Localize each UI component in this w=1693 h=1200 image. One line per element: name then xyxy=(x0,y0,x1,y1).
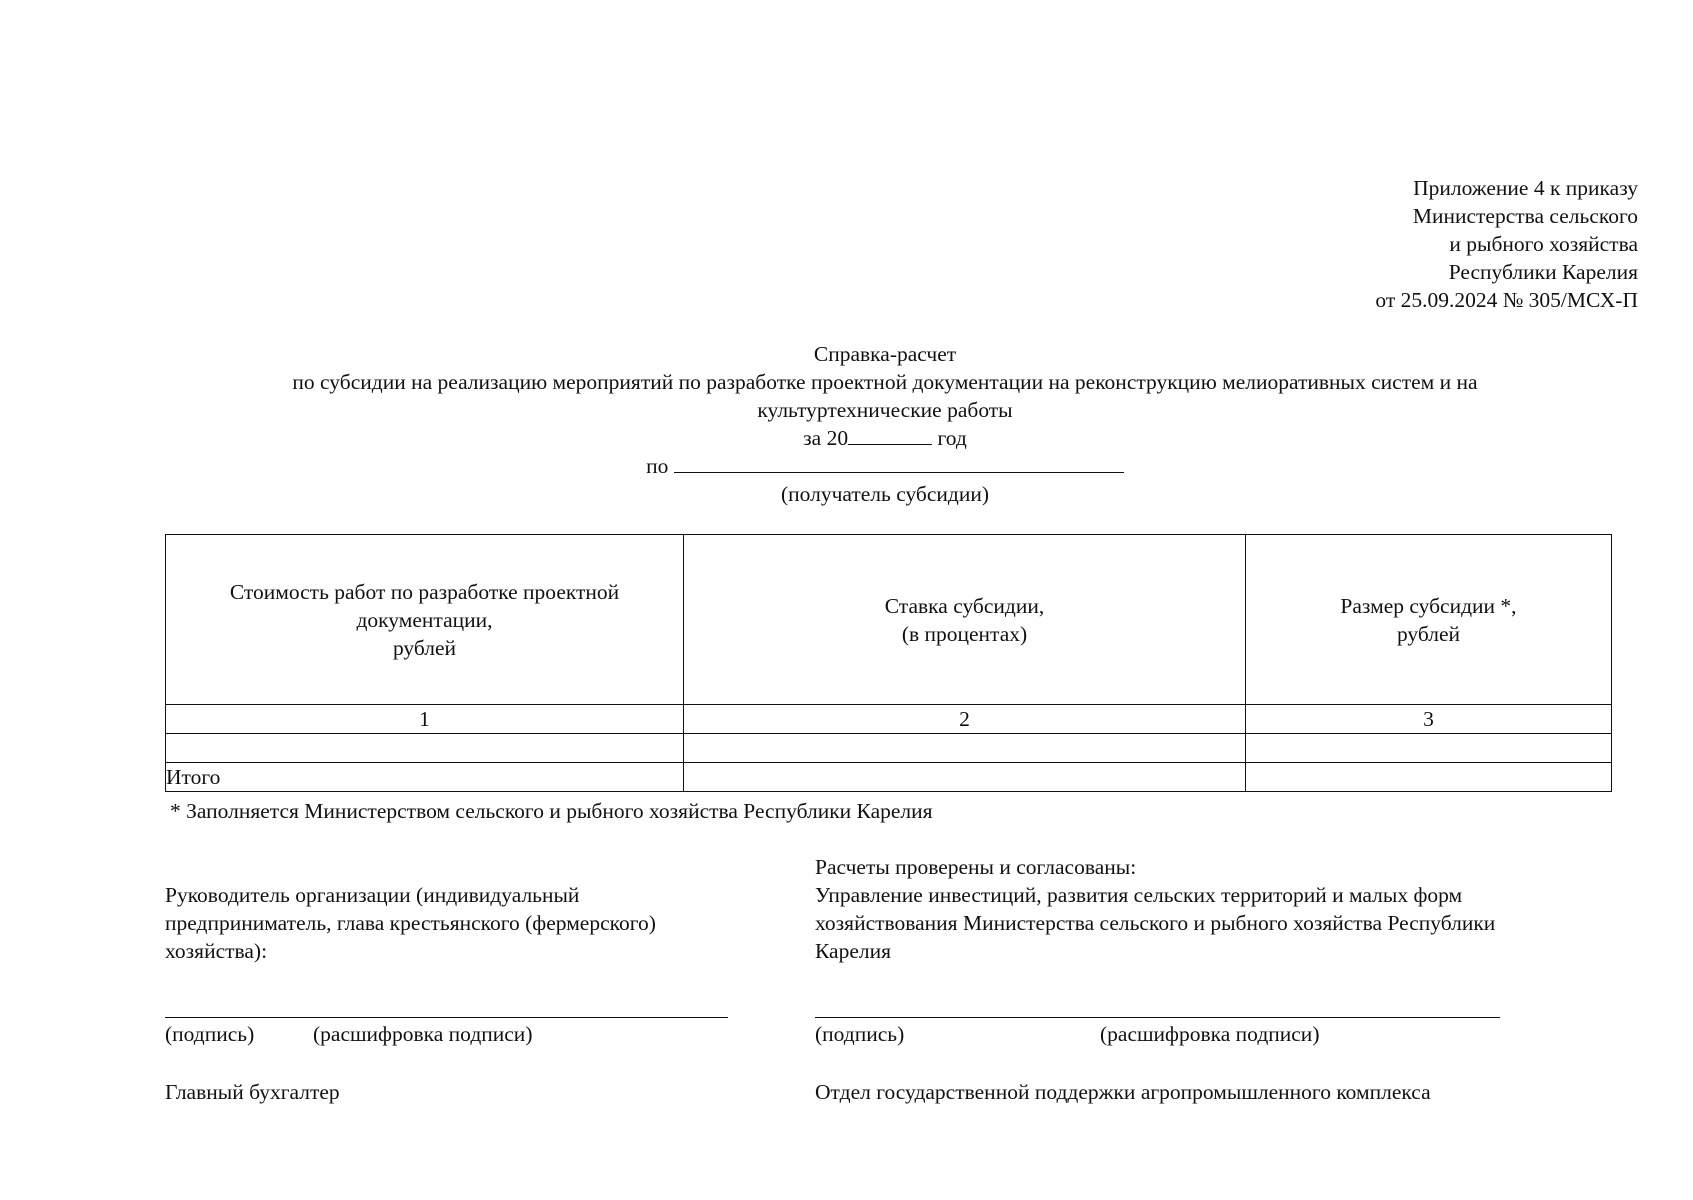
column-number: 3 xyxy=(1246,705,1612,734)
recipient-line xyxy=(0,452,1693,480)
cost-cell[interactable] xyxy=(166,734,684,763)
chief-accountant-label: Главный бухгалтер xyxy=(165,1080,340,1104)
appendix-line: Приложение 4 к приказу xyxy=(1413,176,1638,200)
header-cost-of-works xyxy=(166,535,684,705)
header-subsidy-amount xyxy=(1246,535,1612,705)
ministry-approval-block xyxy=(815,853,1635,965)
approval-department: Карелия xyxy=(815,939,892,963)
total-label: Итого xyxy=(166,763,684,792)
recipient-caption: (получатель субсидии) xyxy=(780,482,990,506)
appendix-order-number: от 25.09.2024 № 305/МСХ-П xyxy=(1375,288,1638,312)
footnote: * Заполняется Министерством сельского и рыбного хозяйства Республики Карелия xyxy=(170,799,933,823)
header-amount-line: рублей xyxy=(1396,621,1461,646)
approval-department: Управление инвестиций, развития сельских территорий и малых форм xyxy=(815,883,1463,907)
document-title-block xyxy=(0,340,1693,508)
year-suffix: год xyxy=(937,426,967,450)
organization-head-label: предприниматель, глава крестьянского (фермерского) xyxy=(165,911,656,935)
amount-cell[interactable] xyxy=(1246,734,1612,763)
header-cost-line: рублей xyxy=(392,635,457,660)
right-decode-caption: (расшифровка подписи) xyxy=(1100,1022,1320,1046)
left-signature-caption: (подпись) xyxy=(165,1022,255,1046)
approval-heading: Расчеты проверены и согласованы: xyxy=(815,855,1137,879)
left-decode-caption: (расшифровка подписи) xyxy=(313,1022,533,1046)
support-department-label: Отдел государственной поддержки агропромышленного комплекса xyxy=(815,1080,1431,1104)
total-amount-cell[interactable] xyxy=(1246,763,1612,792)
table-header-row xyxy=(166,535,1612,705)
total-rate-cell[interactable] xyxy=(684,763,1246,792)
header-subsidy-rate xyxy=(684,535,1246,705)
table-row xyxy=(166,734,1612,763)
header-amount-line: Размер субсидии *, xyxy=(1340,593,1517,618)
column-number: 2 xyxy=(684,705,1246,734)
document-subtitle-continued: культуртехнические работы xyxy=(757,398,1013,422)
header-cost-line: документации, xyxy=(356,607,493,632)
recipient-blank[interactable] xyxy=(674,452,1124,473)
appendix-line: и рыбного хозяйства xyxy=(1449,232,1638,256)
column-number-row xyxy=(166,705,1612,734)
approval-department: хозяйствования Министерства сельского и рыбного хозяйства Республики xyxy=(815,911,1496,935)
right-signature-line[interactable] xyxy=(815,1017,1500,1018)
recipient-prefix: по xyxy=(646,454,669,478)
document-subtitle: по субсидии на реализацию мероприятий по разработке проектной документации на реконструкцию мелиоративных систем и на xyxy=(292,370,1478,394)
organization-head-label: хозяйства): xyxy=(165,939,268,963)
document-heading: Справка-расчет xyxy=(813,342,957,366)
left-signature-line[interactable] xyxy=(165,1017,728,1018)
right-signature-caption: (подпись) xyxy=(815,1022,905,1046)
column-number: 1 xyxy=(166,705,684,734)
appendix-line: Министерства сельского xyxy=(1412,204,1638,228)
year-line xyxy=(0,424,1693,452)
header-rate-line: Ставка субсидии, xyxy=(884,593,1045,618)
rate-cell[interactable] xyxy=(684,734,1246,763)
year-blank[interactable] xyxy=(848,424,932,445)
organization-head-label: Руководитель организации (индивидуальный xyxy=(165,883,580,907)
appendix-line: Республики Карелия xyxy=(1448,260,1638,284)
year-prefix: за 20 xyxy=(803,426,849,450)
subsidy-calculation-table xyxy=(165,534,1612,792)
header-rate-line: (в процентах) xyxy=(901,621,1028,646)
total-row xyxy=(166,763,1612,792)
appendix-reference xyxy=(1375,174,1638,314)
header-cost-line: Стоимость работ по разработке проектной xyxy=(229,579,620,604)
organization-head-block xyxy=(165,881,765,965)
